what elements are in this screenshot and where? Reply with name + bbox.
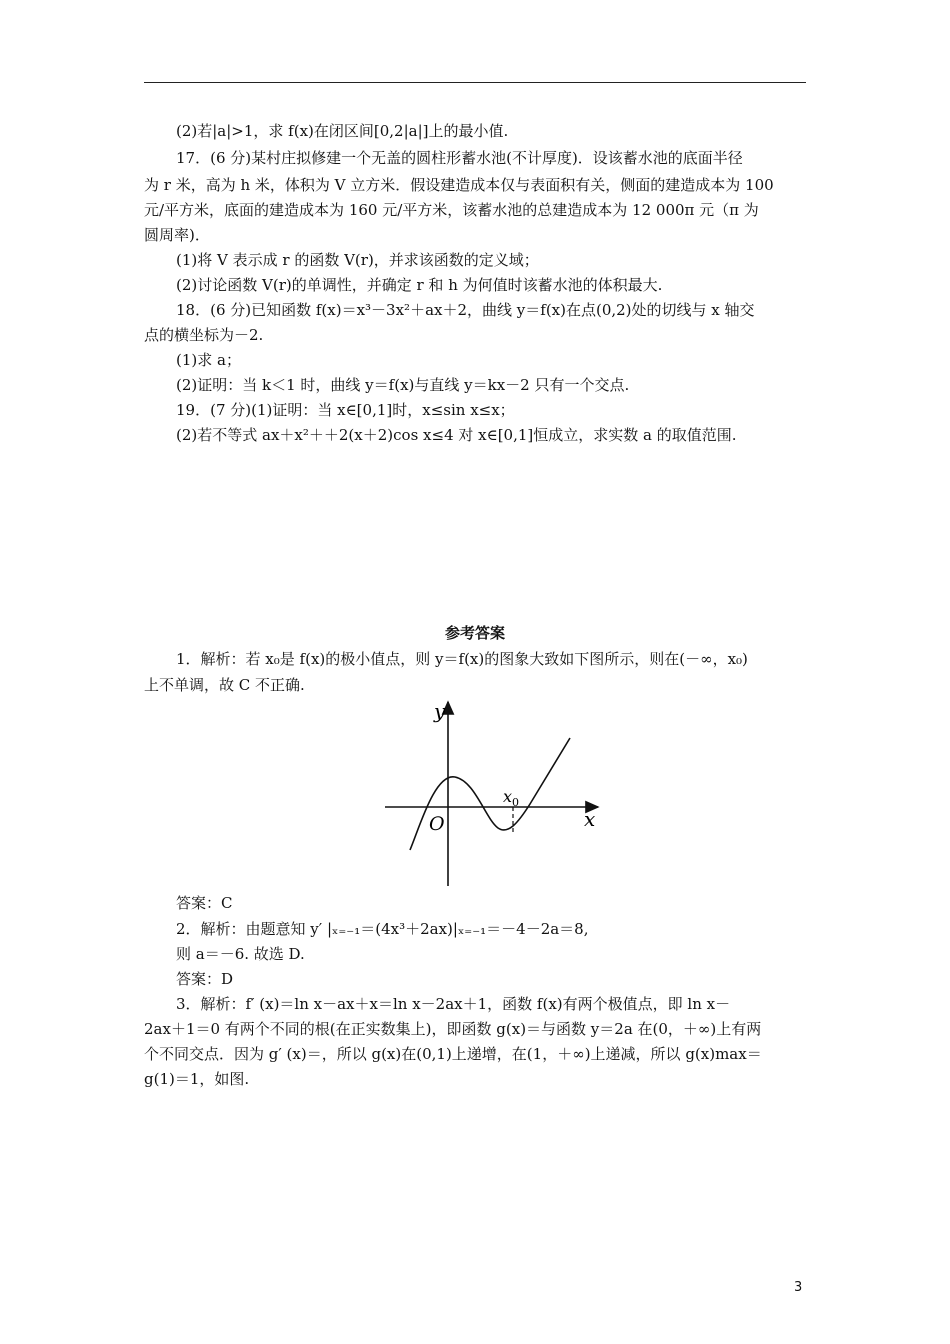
question-18-part2: (2)证明：当 k＜1 时，曲线 y＝f(x)与直线 y＝kx－2 只有一个交点. — [176, 376, 630, 394]
answer-3-line3: 个不同交点．因为 g′ (x)＝，所以 g(x)在(0,1)上递增，在(1，＋∞)上递减，所以 g(x)max＝ — [144, 1045, 762, 1063]
page-number: 3 — [794, 1280, 803, 1295]
y-axis-label: y — [434, 699, 446, 723]
question-17-part1: (1)将 V 表示成 r 的函数 V(r)，并求该函数的定义域； — [176, 251, 539, 269]
question-17-part2: (2)讨论函数 V(r)的单调性，并确定 r 和 h 为何值时该蓄水池的体积最大. — [176, 276, 663, 294]
header-rule — [144, 82, 806, 83]
question-17-line3: 元/平方米，底面的建造成本为 160 元/平方米，该蓄水池的总建造成本为 12 000π 元（π 为 — [144, 201, 759, 219]
answer-3-line4: g(1)＝1，如图. — [144, 1070, 250, 1088]
answer-2-result: 答案：D — [176, 970, 234, 988]
answer-2-line2: 则 a＝－6. 故选 D. — [176, 945, 305, 963]
answer-3-line2: 2ax＋1＝0 有两个不同的根(在正实数集上)，即函数 g(x)＝与函数 y＝2a 在(0，＋∞)上有两 — [144, 1020, 762, 1038]
question-18-line2: 点的横坐标为－2. — [144, 326, 264, 344]
question-17-line1: 17．(6 分)某村庄拟修建一个无盖的圆柱形蓄水池(不计厚度)．设该蓄水池的底面半径 — [176, 149, 743, 167]
x0-label: $x_0$ — [503, 787, 520, 809]
answer-2-line1: 2．解析：由题意知 y′ |ₓ₌₋₁＝(4x³＋2ax)|ₓ₌₋₁＝－4－2a＝8, — [176, 920, 589, 938]
question-17-line2: 为 r 米，高为 h 米，体积为 V 立方米．假设建造成本仅与表面积有关，侧面的建造成本为 100 — [144, 176, 774, 194]
answer-3-line1: 3．解析：f′ (x)＝ln x－ax＋x＝ln x－2ax＋1，函数 f(x)有两个极值点，即 ln x－ — [176, 995, 731, 1013]
question-18-line1: 18．(6 分)已知函数 f(x)＝x³－3x²＋ax＋2，曲线 y＝f(x)在点(0,2)处的切线与 x 轴交 — [176, 301, 755, 319]
answer-1-line2: 上不单调，故 C 不正确. — [144, 676, 305, 694]
function-graph — [380, 698, 610, 888]
answer-1-result: 答案：C — [176, 894, 233, 912]
answer-1-line1: 1．解析：若 x₀是 f(x)的极小值点，则 y＝f(x)的图象大致如下图所示，则在(－∞，x₀) — [176, 650, 748, 668]
question-17-line4: 圆周率)． — [144, 226, 210, 244]
origin-label: O — [429, 813, 445, 835]
answers-heading: 参考答案 — [444, 624, 505, 642]
x-axis-label: x — [584, 807, 596, 831]
question-19-part2: (2)若不等式 ax＋x²＋＋2(x＋2)cos x≤4 对 x∈[0,1]恒成立，求实数 a 的取值范围. — [176, 426, 737, 444]
question-16-part2: (2)若|a|>1，求 f(x)在闭区间[0,2|a|]上的最小值. — [176, 122, 509, 140]
question-18-part1: (1)求 a； — [176, 351, 241, 369]
question-19-line1: 19．(7 分)(1)证明：当 x∈[0,1]时，x≤sin x≤x； — [176, 401, 515, 419]
